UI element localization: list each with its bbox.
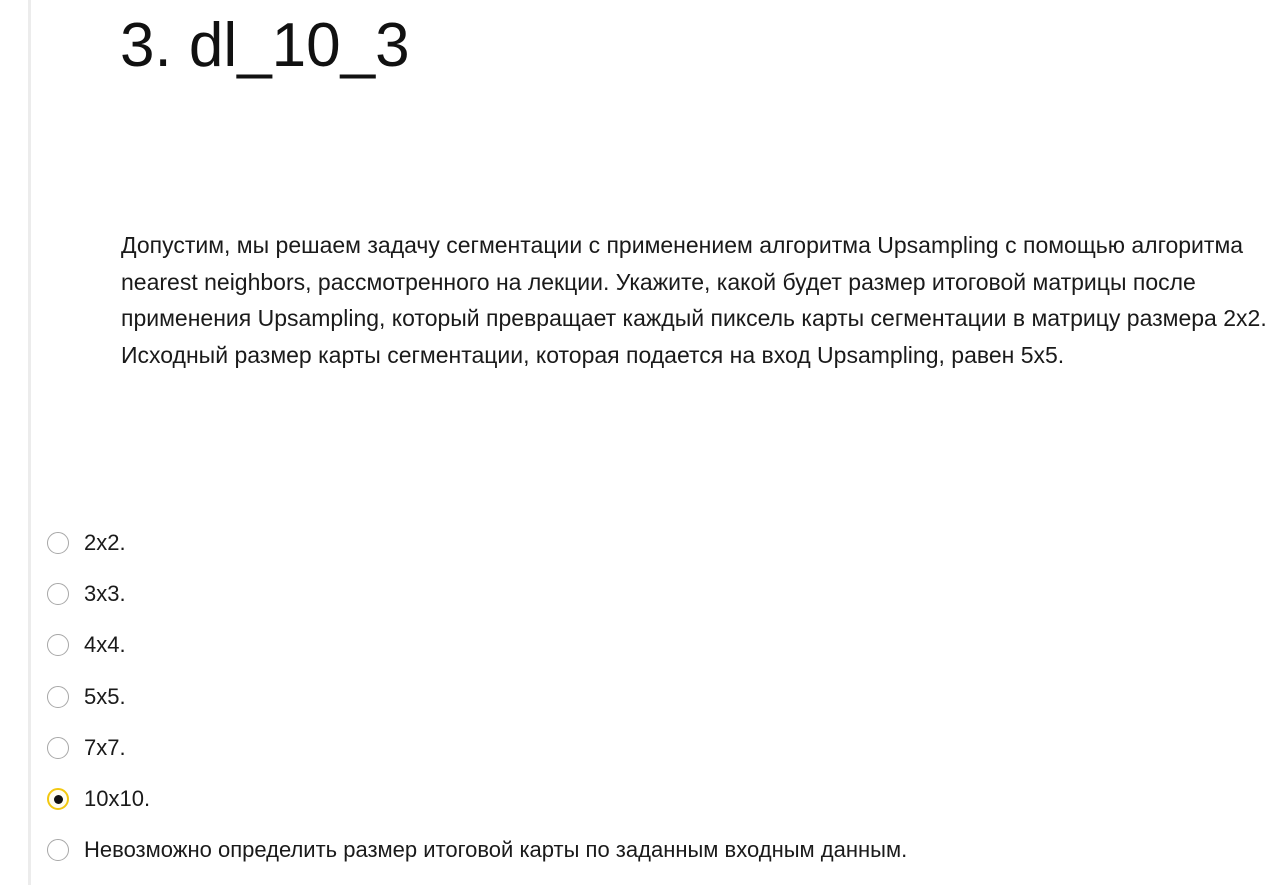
option-label: 7x7. <box>84 734 126 760</box>
radio-button[interactable] <box>47 686 69 708</box>
option-cannot-determine[interactable] <box>47 825 1247 876</box>
answer-options <box>47 517 1247 876</box>
option-label: Невозможно определить размер итоговой карты по заданным входным данным. <box>84 837 908 863</box>
option-label: 2x2. <box>84 529 126 555</box>
option-3x3[interactable] <box>47 568 1247 619</box>
radio-button[interactable] <box>47 737 69 759</box>
question-title: 3. dl_10_3 <box>120 11 410 80</box>
radio-button[interactable] <box>47 839 69 861</box>
question-text: Допустим, мы решаем задачу сегментации с применением алгоритма Upsampling с помощью алгоритма nearest neighbors, рассмотренного на лекции. Укажите, какой будет размер итоговой матрицы после применения Upsampling, который превращает каждый пиксель карты сегментации в матрицу размера 2x2. Исходный размер карты сегментации, которая подается на вход Upsampling, равен 5x5. <box>121 232 1267 369</box>
option-label: 10x10. <box>84 786 151 812</box>
radio-button[interactable] <box>47 634 69 656</box>
option-label: 5x5. <box>84 683 126 709</box>
option-7x7[interactable] <box>47 722 1247 773</box>
radio-button[interactable] <box>47 532 69 554</box>
option-label: 4x4. <box>84 632 126 658</box>
option-2x2[interactable] <box>47 517 1247 568</box>
option-5x5[interactable] <box>47 671 1247 722</box>
radio-button-selected[interactable] <box>47 788 69 810</box>
option-10x10[interactable] <box>47 773 1247 824</box>
left-border <box>28 0 31 885</box>
radio-button[interactable] <box>47 583 69 605</box>
option-label: 3x3. <box>84 580 126 606</box>
option-4x4[interactable] <box>47 620 1247 671</box>
